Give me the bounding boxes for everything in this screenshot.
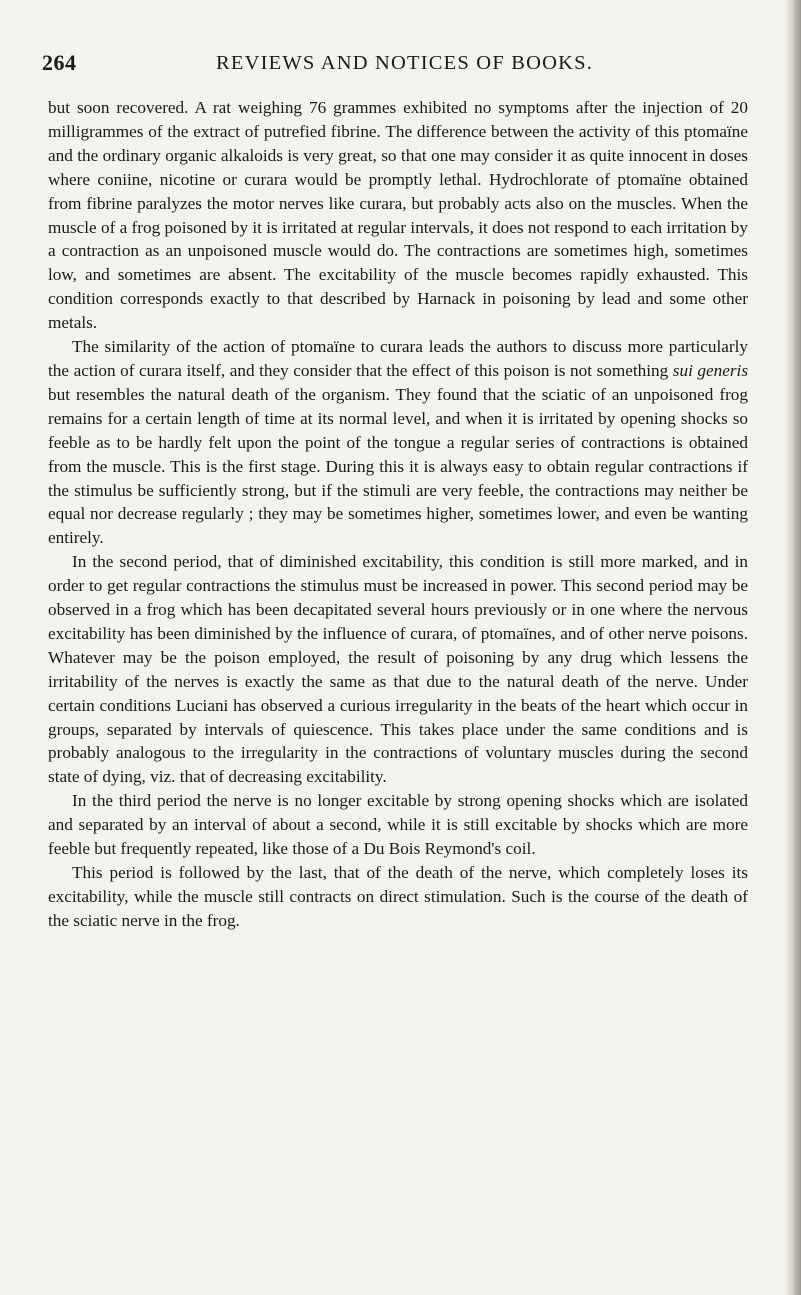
article-body: [48, 96, 748, 933]
paragraph-2-text-b: but resembles the natural death of the organism. They found that the sciatic of an unpoisoned frog remains for a certain length of time at its normal level, and when it is irritated by opening shocks so feeble as to be hardly felt upon the point of the tongue a regular series of contractions is obtained from the muscle. This is the first stage. During this it is always easy to obtain regular contractions if the stimulus be sufficiently strong, but if the stimuli are very feeble, the contractions may neither be equal nor decrease regularly ; they may be sometimes higher, sometimes lower, and even be wanting entirely.: [48, 384, 748, 548]
paragraph-5: This period is followed by the last, that of the death of the nerve, which completely loses its excitability, while the muscle still contracts on direct stimulation. Such is the course of the death of the sciatic nerve in the frog.: [48, 863, 748, 930]
page-edge-shadow: [785, 0, 801, 1295]
italic-term: sui generis: [672, 360, 749, 380]
paragraph-1: but soon recovered. A rat weighing 76 grammes exhibited no symptoms after the injection of 20 milligrammes of the extract of putrefied fibrine. The difference between the activity of this ptomaïne and the ordinary organic alkaloids is very great, so that one may consider it as quite innocent in doses where coniine, nicotine or curara would be promptly lethal. Hydrochlorate of ptomaïne obtained from fibrine paralyzes the motor nerves like curara, but probably acts also on the muscles. When the muscle of a frog poisoned by it is irritated at regular intervals, it does not respond to each irritation by a contraction as an unpoisoned muscle would do. The contractions are sometimes high, sometimes low, and sometimes are absent. The excitability of the muscle becomes rapidly exhausted. This condition corresponds exactly to that described by Harnack in poisoning by lead and some other metals.: [48, 98, 748, 333]
paragraph-2-text-a: The similarity of the action of ptomaïne to curara leads the authors to discuss more particularly the action of curara itself, and they consider that the effect of this poison is not something: [48, 337, 748, 380]
running-head: REVIEWS AND NOTICES OF BOOKS.: [216, 52, 594, 74]
page-header: [42, 50, 742, 84]
page-number: 264: [42, 50, 77, 75]
paragraph-3: In the second period, that of diminished excitability, this condition is still more marked, and in order to get regular contractions the stimulus must be increased in power. This second period may be observed in a frog which has been decapitated several hours previously or in one where the nervous excitability has been diminished by the influence of curara, of ptomaïnes, and of other nerve poisons. Whatever may be the poison employed, the result of poisoning by any drug which lessens the irritability of the nerves is exactly the same as that due to the natural death of the nerve. Under certain conditions Luciani has observed a curious irregularity in the beats of the heart which occur in groups, separated by intervals of quiescence. This takes place under the same conditions and is probably analogous to the irregularity in the contractions of voluntary muscles during the second state of dying, viz. that of decreasing excitability.: [48, 552, 748, 787]
paragraph-4: In the third period the nerve is no longer excitable by strong opening shocks which are isolated and separated by an interval of about a second, while it is still excitable by shocks which are more feeble but frequently repeated, like those of a Du Bois Reymond's coil.: [48, 791, 748, 859]
paragraph-2: [48, 335, 748, 550]
